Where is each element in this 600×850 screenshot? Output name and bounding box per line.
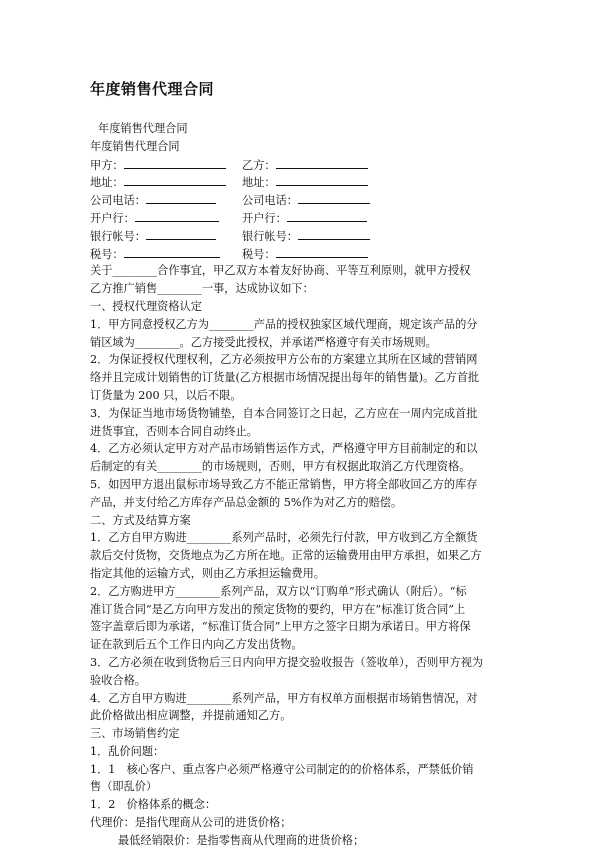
paragraph-line: 进货事宜，否则本合同自动终止。 — [90, 424, 258, 438]
paragraph-line: 1．乱价问题： — [90, 744, 165, 758]
party-row — [90, 156, 520, 174]
paragraph-line: 2．为保证授权代理权利，乙方必须按甲方公布的方案建立其所在区域的营销网 — [90, 353, 478, 367]
section-heading: 三、市场销售约定 — [90, 727, 180, 741]
paragraph-line: 3．为保证当地市场货物铺垫，自本合同签订之日起，乙方应在一周内完成首批 — [90, 406, 478, 420]
paragraph-line: 验收合格。 — [90, 673, 146, 687]
paragraph-line: 1．2 价格体系的概念： — [90, 798, 217, 812]
paragraph-line: 络并且完成计划销售的订货量(乙方根据市场情况提出每年的销售量)。乙方首批 — [90, 371, 480, 385]
definition-line: 最低经销限价：是指零售商从代理商的进货价格； — [118, 833, 365, 847]
section-heading: 一、授权代理资格认定 — [90, 299, 202, 313]
party-label: 甲方： — [90, 158, 124, 172]
paragraph-line: 1．1 核心客户、重点客户必须严格遵守公司制定的的价格体系，严禁低价销 — [90, 762, 474, 776]
party-row — [90, 173, 520, 191]
party-label: 银行帐号： — [90, 229, 146, 243]
paragraph-line: 1．乙方自甲方购进________系列产品时，必须先行付款，甲方收到乙方全额货 — [90, 531, 478, 545]
paragraph-line: 乙方推广销售________一事，达成协议如下： — [90, 282, 314, 296]
party-label: 公司电话： — [90, 194, 146, 208]
definition-line: 代理价：是指代理商从公司的进货价格； — [90, 816, 292, 830]
paragraph-line: 4．乙方必须认定甲方对产品市场销售运作方式，严格遵守甲方目前制定的和以 — [90, 442, 478, 456]
page-title: 年度销售代理合同 — [90, 80, 215, 98]
paragraph-line: 3．乙方必须在收到货物后三日内向甲方提交验收报告（签收单），否则甲方视为 — [90, 655, 484, 669]
paragraph-line: 2．乙方购进甲方________系列产品，双方以“订购单”形式确认（附后）。“标 — [90, 584, 467, 598]
party-row — [90, 245, 520, 263]
paragraph-line: 产品，并支付给乙方库存产品总金额的 5%作为对乙方的赔偿。 — [90, 495, 403, 509]
party-label: 乙方： — [242, 158, 276, 172]
party-label: 开户行： — [90, 211, 135, 225]
party-label: 公司电话： — [242, 194, 298, 208]
paragraph-line: 销区域为________。乙方接受此授权，并承诺严格遵守有关市场规则。 — [90, 335, 437, 349]
paragraph-line: 5．如因甲方退出鼠标市场导致乙方不能正常销售，甲方将全部收回乙方的库存 — [90, 477, 478, 491]
paragraph-line: 款后交付货物，交货地点为乙方所在地。正常的运输费用由甲方承担，如果乙方 — [90, 549, 482, 563]
section-heading: 二、方式及结算方案 — [90, 513, 191, 527]
subtitle: 年度销售代理合同 — [90, 139, 180, 153]
party-label: 税号： — [242, 247, 276, 261]
party-label: 地址： — [242, 176, 276, 190]
paragraph-line: 指定其他的运输方式，则由乙方承担运输费用。 — [90, 566, 325, 580]
party-row — [90, 227, 520, 245]
paragraph-line: 后制定的有关________的市场规则，否则，甲方有权据此取消乙方代理资格。 — [90, 460, 471, 474]
paragraph-line: 准订货合同”是乙方向甲方发出的预定货物的要约，甲方在“标准订货合同”上 — [90, 602, 466, 616]
paragraph-line: 1．甲方同意授权乙方为________产品的授权独家区域代理商，规定该产品的分 — [90, 317, 478, 331]
party-label: 税号： — [90, 247, 124, 261]
subtitle: 年度销售代理合同 — [98, 122, 188, 135]
party-label: 银行帐号： — [242, 229, 298, 243]
paragraph-line: 签字盖章后即为承诺，“标准订货合同”上甲方之签字日期为承诺日。甲方将保 — [90, 620, 471, 634]
paragraph-line: 证在款到后五个工作日内向乙方发出货物。 — [90, 638, 303, 652]
paragraph-line: 售（即乱价） — [90, 780, 158, 794]
paragraph-line: 此价格做出相应调整，并提前通知乙方。 — [90, 709, 292, 723]
paragraph-line: 订货量为 200 只，以后不限。 — [90, 388, 242, 402]
party-row — [90, 209, 520, 227]
paragraph-line: 4．乙方自甲方购进________系列产品，甲方有权单方面根据市场销售情况，对 — [90, 691, 478, 705]
party-row — [90, 191, 520, 209]
party-label: 地址： — [90, 176, 124, 190]
paragraph-line: 关于________合作事宜，甲乙双方本着友好协商、平等互利原则，就甲方授权 — [90, 264, 471, 278]
party-label: 开户行： — [242, 211, 287, 225]
contract-body — [90, 120, 520, 850]
